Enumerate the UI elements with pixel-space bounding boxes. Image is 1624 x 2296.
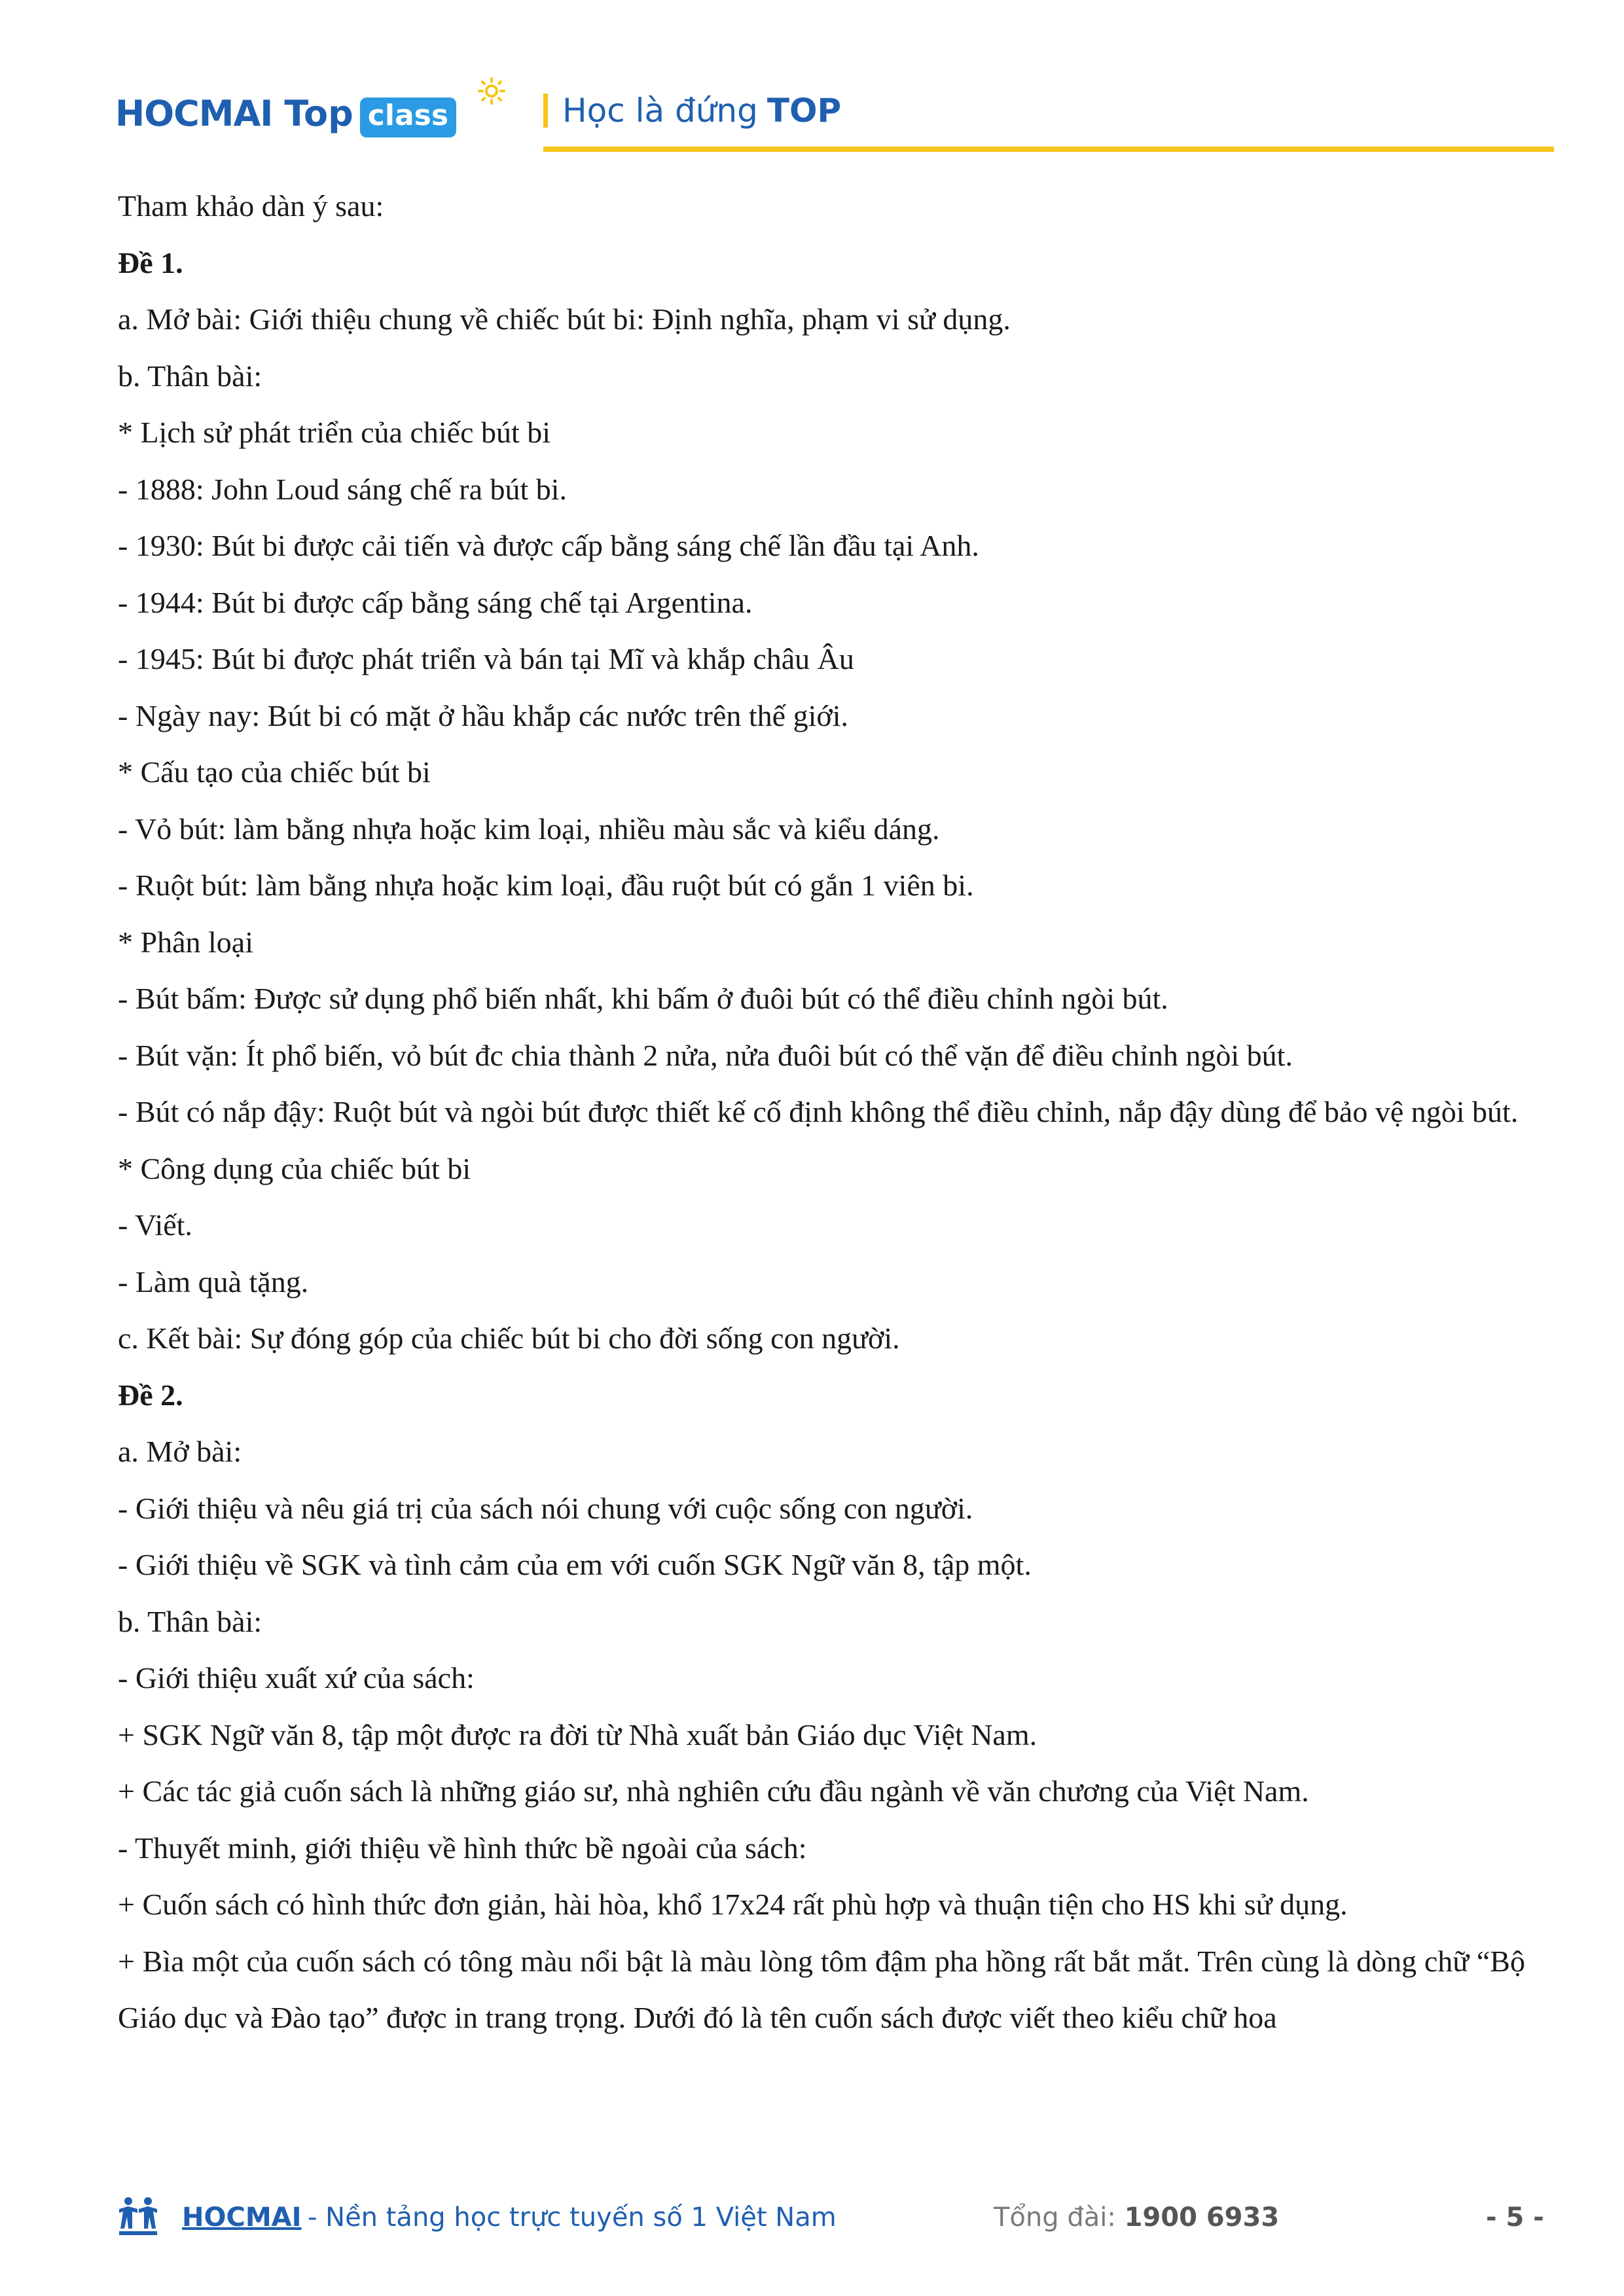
text-line: a. Mở bài: Giới thiệu chung về chiếc bút bi: Định nghĩa, phạm vi sử dụng. [118,302,1011,336]
tagline-text: Học là đứng [562,92,758,130]
text-line: Tham khảo dàn ý sau: [118,189,384,223]
text-line: + Cuốn sách có hình thức đơn giản, hài hòa, khổ 17x24 rất phù hợp và thuận tiện cho HS khi sử dụng. [118,1888,1348,1921]
hotline-label: Tổng đài: [994,2202,1125,2233]
text-line: - Bút vặn: Ít phổ biến, vỏ bút đc chia thành 2 nửa, nửa đuôi bút có thể vặn để điều chỉnh ngòi bút. [118,1038,1293,1072]
text-line: - Giới thiệu về SGK và tình cảm của em với cuốn SGK Ngữ văn 8, tập một. [118,1548,1032,1581]
document-body [118,178,1525,2047]
text-line: + Các tác giả cuốn sách là những giáo sư, nhà nghiên cứu đầu ngành về văn chương của Việt Nam. [118,1774,1309,1808]
text-line: - Ruột bút: làm bằng nhựa hoặc kim loại, đầu ruột bút có gắn 1 viên bi. [118,869,974,902]
text-line: a. Mở bài: [118,1435,242,1468]
footer-hotline [994,2202,1279,2233]
text-line: b. Thân bài: [118,359,262,393]
hocmai-logo-icon [115,2193,161,2239]
text-line: - 1945: Bút bi được phát triển và bán tại Mĩ và khắp châu Âu [118,642,854,675]
hotline-number: 1900 6933 [1124,2202,1280,2233]
header-tagline [543,88,841,134]
text-line: * Lịch sử phát triển của chiếc bút bi [118,416,551,449]
text-line: - Bút có nắp đậy: Ruột bút và ngòi bút được thiết kế cố định không thể điều chỉnh, nắp đậy dùng để bảo vệ ngòi bút. [118,1095,1519,1128]
text-line: b. Thân bài: [118,1604,262,1638]
text-line: - 1888: John Loud sáng chế ra bút bi. [118,472,568,506]
page-number: - 5 - [1486,2202,1544,2233]
text-line: - 1930: Bút bi được cải tiến và được cấp bằng sáng chế lần đầu tại Anh. [118,529,979,562]
text-line: - Giới thiệu xuất xứ của sách: [118,1661,475,1695]
text-line: - 1944: Bút bi được cấp bằng sáng chế tại Argentina. [118,585,753,619]
header-divider [543,147,1554,152]
section-heading: Đề 2. [118,1378,183,1412]
brand-top-text: Top [284,92,353,134]
text-line: * Phân loại [118,925,253,959]
text-line: - Bút bấm: Được sử dụng phổ biến nhất, khi bấm ở đuôi bút có thể điều chỉnh ngòi bút. [118,982,1168,1015]
text-line: * Công dụng của chiếc bút bi [118,1151,471,1185]
brand-logo [115,90,456,136]
text-line: + SGK Ngữ văn 8, tập một được ra đời từ Nhà xuất bản Giáo dục Việt Nam. [118,1717,1038,1751]
footer-brand-link[interactable]: HOCMAI [182,2202,302,2233]
text-line: - Thuyết minh, giới thiệu về hình thức bề ngoài của sách: [118,1831,807,1865]
text-line: - Giới thiệu và nêu giá trị của sách nói chung với cuộc sống con người. [118,1491,973,1525]
page-header [0,0,1624,157]
text-line: - Vỏ bút: làm bằng nhựa hoặc kim loại, nhiều màu sắc và kiểu dáng. [118,812,940,846]
text-line: + Bìa một của cuốn sách có tông màu nổi bật là màu lòng tôm đậm pha hồng rất bắt mắt. Trên cùng là dòng chữ “Bộ Giáo dục và Đào tạo” được in trang trọng. Dưới đó là tên cuốn sách được viết theo kiểu chữ hoa [118,1944,1525,2034]
text-line: c. Kết bài: Sự đóng góp của chiếc bút bi cho đời sống con người. [118,1321,900,1355]
text-line: - Viết. [118,1208,192,1242]
footer-slogan: - Nền tảng học trực tuyến số 1 Việt Nam [308,2202,837,2233]
page-footer [0,2189,1624,2255]
text-line: * Cấu tạo của chiếc bút bi [118,755,431,789]
sun-icon [478,77,505,105]
brand-class-badge: class [360,98,456,137]
brand-hocmai-text: HOCMAI [115,92,273,134]
tagline-divider [543,94,548,128]
tagline-top-text: TOP [767,92,842,130]
section-heading: Đề 1. [118,245,183,279]
text-line: - Ngày nay: Bút bi có mặt ở hầu khắp các nước trên thế giới. [118,698,848,732]
text-line: - Làm quà tặng. [118,1265,309,1299]
